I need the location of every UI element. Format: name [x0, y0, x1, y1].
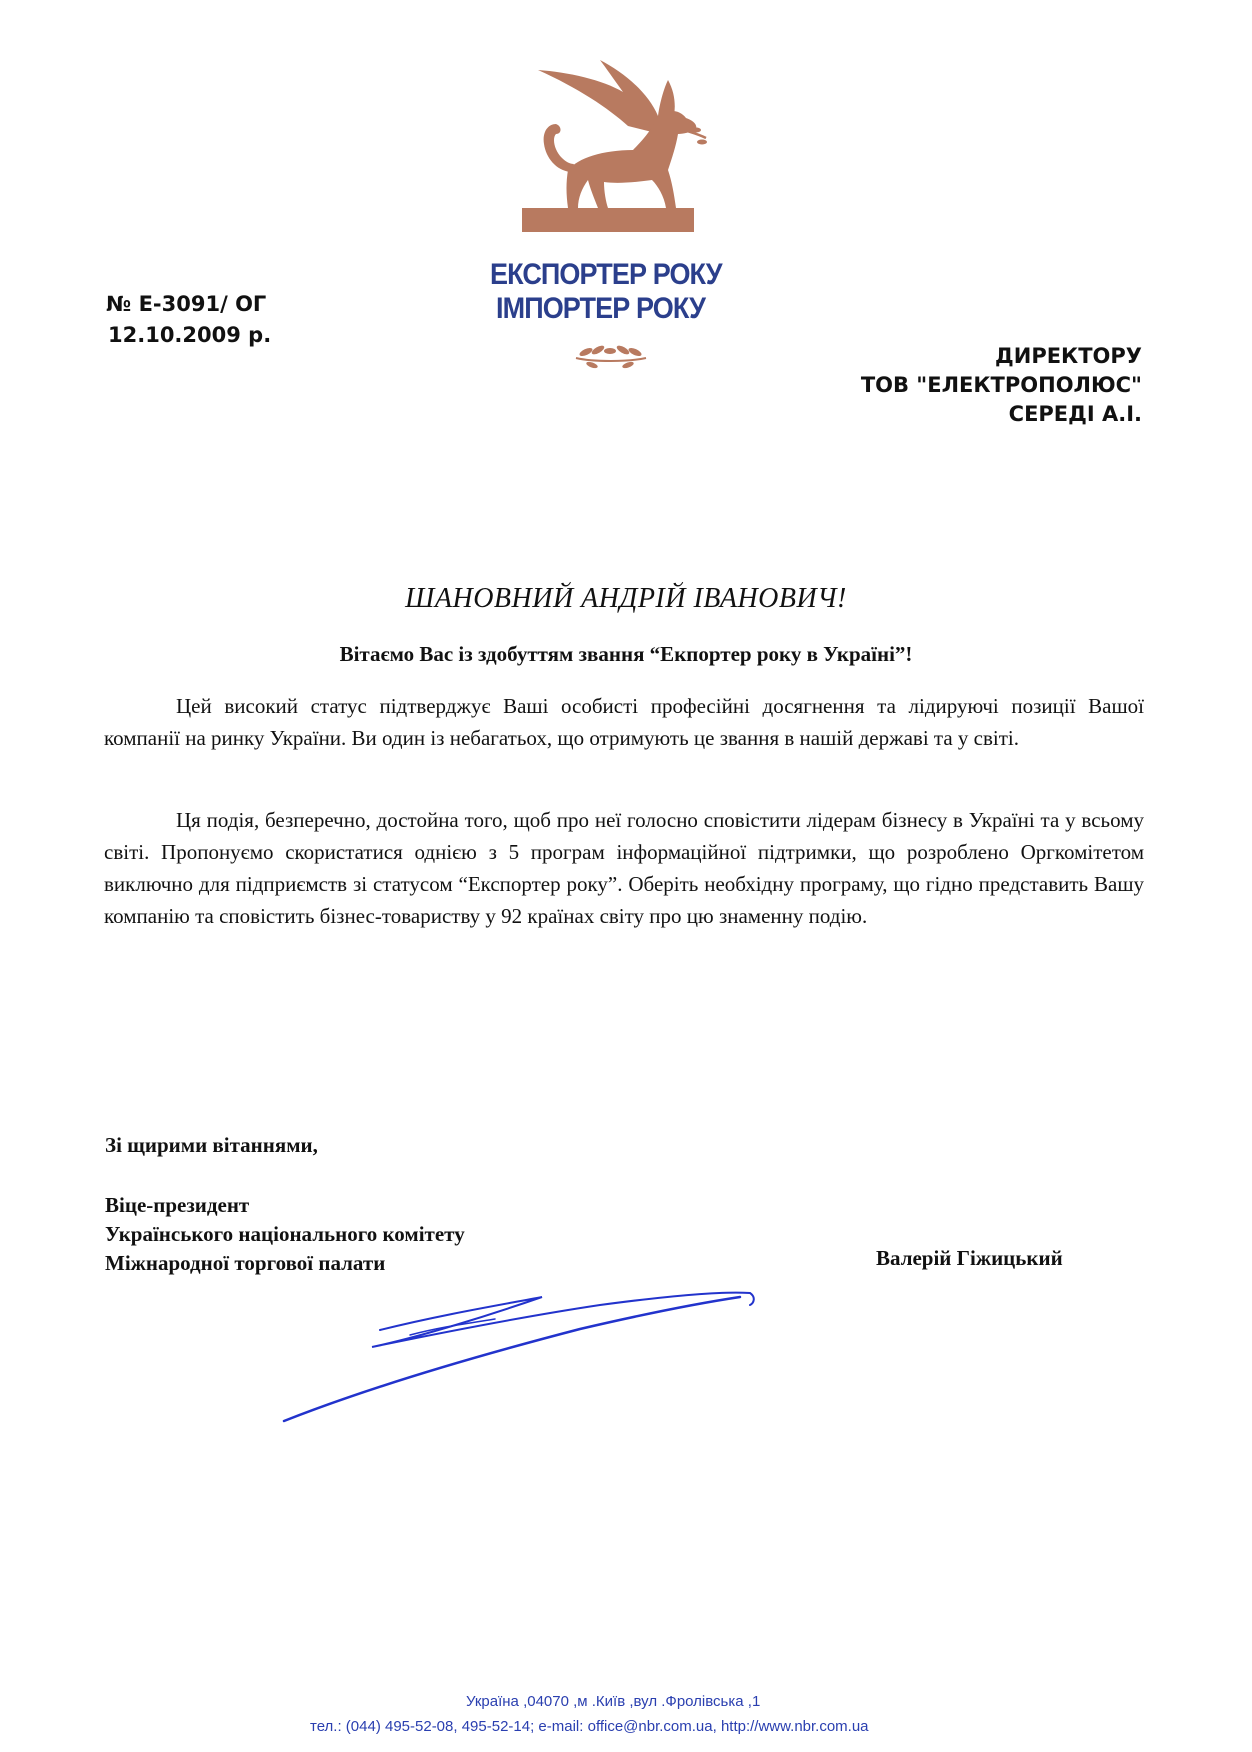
handwritten-signature — [280, 1275, 760, 1425]
signer-name: Валерій Гіжицький — [876, 1246, 1063, 1270]
document-number: № Е-3091/ ОГ — [106, 292, 267, 316]
closing-phrase: Зі щирими вітаннями, — [105, 1133, 318, 1157]
signer-title-line-3: Міжнародної торгової палати — [105, 1251, 386, 1275]
footer-contacts: тел.: (044) 495-52-08, 495-52-14; e-mail: office@nbr.com.ua, http://www.nbr.com.ua — [310, 1718, 869, 1735]
addressee-position: ДИРЕКТОРУ — [995, 344, 1142, 368]
logo-title-exporter: ЕКСПОРТЕР РОКУ — [490, 258, 722, 291]
document-date: 12.10.2009 р. — [108, 323, 272, 347]
congratulations-line: Вітаємо Вас із здобуттям звання “Екпортер року в Україні”! — [339, 642, 913, 666]
laurel-branch-icon — [568, 340, 654, 370]
addressee-name: СЕРЕДІ А.І. — [1008, 402, 1142, 426]
signer-title-line-1: Віце-президент — [105, 1193, 250, 1217]
letter-salutation: ШАНОВНИЙ АНДРІЙ ІВАНОВИЧ! — [405, 583, 847, 614]
body-paragraph-2: Ця подія, безперечно, достойна того, щоб про неї голосно сповістити лідерам бізнесу в Україні та у всьому світі. Пропонуємо скористатися однією з 5 програм інформаційної підтримки, що розроблено Оргкомітетом виключно для підприємств зі статусом “Експортер року”. Оберіть необхідну програму, що гідно представить Вашу компанію та сповістить бізнес-товариству у 92 країнах світу про цю знаменну подію. — [104, 808, 1144, 928]
logo-title-importer: ІМПОРТЕР РОКУ — [496, 292, 705, 325]
footer-address: Україна ,04070 ,м .Київ ,вул .Фролівська ,1 — [466, 1693, 761, 1710]
addressee-company: ТОВ "ЕЛЕКТРОПОЛЮС" — [860, 373, 1142, 397]
winged-lion-logo-icon — [508, 58, 708, 254]
signer-title-line-2: Українського національного комітету — [105, 1222, 465, 1246]
body-paragraph-1: Цей високий статус підтверджує Ваші особисті професійні досягнення та лідируючі позиції Вашої компанії на ринку України. Ви один із небагатьох, що отримують це звання в нашій державі та у світі. — [104, 694, 1144, 750]
